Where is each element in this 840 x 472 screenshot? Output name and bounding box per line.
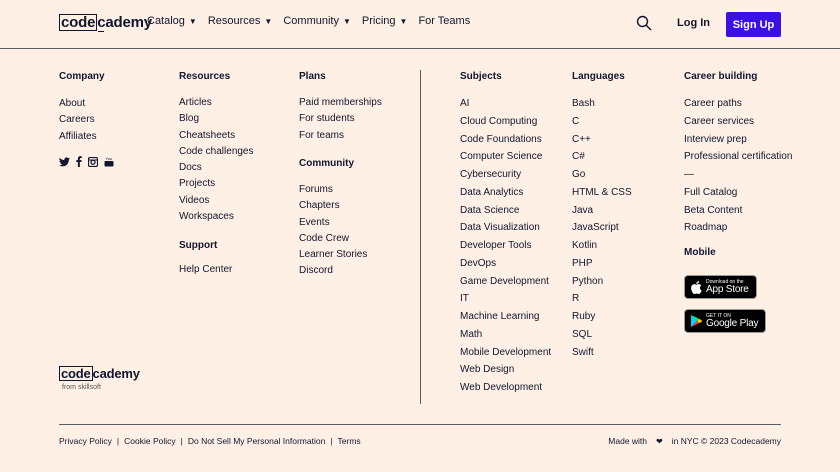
support-heading: Support	[179, 240, 218, 251]
subjects-heading: Subjects	[460, 71, 502, 82]
from-skillsoft: from skillsoft	[62, 384, 101, 391]
nav-for-teams[interactable]	[418, 15, 470, 27]
terms-link[interactable]: Terms	[337, 436, 361, 446]
language-link[interactable]: JavaScript	[572, 222, 619, 234]
resources-heading: Resources	[179, 71, 231, 82]
app-store-badge[interactable]	[684, 275, 757, 299]
footer-link-articles[interactable]: Articles	[179, 97, 212, 108]
language-link[interactable]: Java	[572, 204, 594, 216]
nav-catalog-label: Catalog	[147, 15, 185, 27]
footer-link-videos[interactable]: Videos	[179, 194, 210, 206]
language-link[interactable]: Swift	[572, 346, 594, 358]
nav-for-teams-label: For Teams	[418, 15, 471, 27]
subject-link[interactable]: Cloud Computing	[460, 115, 538, 127]
app-store-big-text: App Store	[706, 283, 749, 295]
company-heading: Company	[59, 71, 105, 82]
footer-subjects	[460, 70, 551, 397]
footer-link-workspaces[interactable]: Workspaces	[179, 211, 234, 223]
heart-icon: ❤	[656, 436, 663, 446]
social-links	[59, 156, 114, 167]
languages-heading: Languages	[572, 71, 625, 82]
subject-link[interactable]: Code Foundations	[460, 133, 542, 145]
subject-link[interactable]: Game Development	[460, 275, 549, 287]
twitter-icon[interactable]	[59, 157, 70, 167]
language-link[interactable]: Go	[572, 169, 586, 180]
footer-link-for-students[interactable]: For students	[299, 113, 355, 125]
language-link[interactable]: Kotlin	[572, 240, 598, 251]
footer-link-docs[interactable]: Docs	[179, 162, 202, 174]
footer-link-chapters[interactable]: Chapters	[299, 200, 340, 212]
signup-button[interactable]: Sign Up	[726, 12, 781, 37]
apple-icon	[691, 281, 702, 294]
footer-link-code-crew[interactable]: Code Crew	[299, 232, 350, 244]
logo-rest-text: cademy	[97, 14, 152, 31]
cookie-policy-link[interactable]: Cookie Policy	[124, 436, 176, 446]
nav-community[interactable]	[283, 15, 351, 27]
footer-codecademy-logo[interactable]	[59, 366, 140, 381]
instagram-icon[interactable]	[88, 157, 98, 167]
chevron-down-icon: ▼	[342, 16, 351, 26]
google-play-small-text: GET IT ON	[706, 312, 731, 319]
language-link[interactable]: SQL	[572, 328, 593, 340]
footer-link-roadmap[interactable]: Roadmap	[684, 222, 728, 234]
footer-plans	[299, 70, 382, 144]
search-icon[interactable]	[636, 15, 652, 31]
legal-links	[59, 436, 361, 446]
footer-link-full-catalog[interactable]: Full Catalog	[684, 186, 738, 198]
chevron-down-icon: ▼	[264, 16, 273, 26]
language-link[interactable]: Python	[572, 275, 604, 287]
language-link[interactable]: C#	[572, 151, 585, 163]
language-link[interactable]: Ruby	[572, 311, 596, 322]
nav-catalog[interactable]	[147, 15, 197, 27]
do-not-sell-link[interactable]: Do Not Sell My Personal Information	[187, 436, 326, 446]
subject-link[interactable]: Machine Learning	[460, 311, 540, 322]
footer-link-code-challenges[interactable]: Code challenges	[179, 145, 254, 157]
subject-link[interactable]: Web Design	[460, 364, 515, 376]
footer-link-professional-certification[interactable]: Professional certification	[684, 151, 793, 163]
legal-separator: |	[330, 436, 333, 446]
community-heading: Community	[299, 158, 354, 169]
footer-divider	[59, 424, 781, 425]
made-with-love	[608, 436, 781, 446]
nav-resources[interactable]	[208, 15, 273, 27]
footer-link-career-services[interactable]: Career services	[684, 115, 755, 127]
subject-link[interactable]: IT	[460, 293, 469, 305]
login-button[interactable]: Log In	[677, 17, 710, 29]
language-link[interactable]: C++	[572, 133, 591, 145]
footer-link-events[interactable]: Events	[299, 216, 330, 228]
chevron-down-icon: ▼	[188, 16, 197, 26]
footer-link-beta-content[interactable]: Beta Content	[684, 204, 743, 216]
footer-company	[59, 70, 105, 145]
footer-link-learner-stories[interactable]: Learner Stories	[299, 249, 368, 261]
logo-box-text: code	[61, 14, 96, 31]
plans-heading: Plans	[299, 71, 326, 82]
nav-community-label: Community	[283, 15, 339, 27]
footer-link-blog[interactable]: Blog	[179, 113, 200, 125]
subject-link[interactable]: Data Science	[460, 204, 520, 216]
footer-link-forums[interactable]: Forums	[299, 184, 333, 195]
footer-link-help-center[interactable]: Help Center	[179, 264, 233, 275]
facebook-icon[interactable]	[76, 156, 82, 167]
footer-link-careers[interactable]: Careers	[59, 114, 95, 126]
nav-pricing-label: Pricing	[361, 15, 396, 27]
footer-resources	[179, 70, 254, 225]
subject-link[interactable]: Mobile Development	[460, 346, 552, 358]
footer-logo-rest-text: cademy	[92, 366, 140, 381]
privacy-policy-link[interactable]: Privacy Policy	[59, 436, 112, 446]
google-play-big-text: Google Play	[706, 317, 759, 329]
subject-link[interactable]: Data Analytics	[460, 186, 524, 198]
nav-pricing[interactable]	[362, 15, 408, 27]
career-separator-dash: —	[684, 169, 694, 180]
footer-link-career-paths[interactable]: Career paths	[684, 98, 742, 109]
subject-link[interactable]: Cybersecurity	[460, 169, 522, 180]
google-play-icon	[691, 315, 702, 327]
youtube-icon[interactable]	[104, 156, 114, 167]
footer-logo-box-text: code	[61, 366, 91, 381]
chevron-down-icon: ▼	[399, 16, 408, 26]
google-play-badge[interactable]	[684, 309, 766, 333]
footer-link-affiliates[interactable]: Affiliates	[59, 130, 97, 142]
footer-link-for-teams[interactable]: For teams	[299, 129, 345, 141]
legal-separator: |	[116, 436, 120, 446]
footer-link-interview-prep[interactable]: Interview prep	[684, 133, 747, 145]
footer-languages	[572, 70, 632, 361]
svg-text:You: You	[105, 156, 113, 161]
footer-link-cheatsheets[interactable]: Cheatsheets	[179, 129, 236, 141]
subject-link[interactable]: Data Visualization	[460, 222, 540, 234]
subject-link[interactable]: Computer Science	[460, 151, 543, 163]
subject-link[interactable]: Math	[460, 328, 483, 340]
legal-separator: |	[180, 436, 183, 446]
community-links	[299, 182, 367, 280]
main-nav	[147, 15, 470, 27]
vertical-divider	[420, 70, 421, 404]
app-store-small-text: Download on the	[706, 278, 744, 285]
copyright-text: in NYC © 2023 Codecademy	[671, 436, 781, 446]
nav-resources-label: Resources	[207, 15, 261, 27]
footer-link-projects[interactable]: Projects	[179, 178, 216, 190]
language-link[interactable]: R	[572, 293, 580, 305]
language-link[interactable]: C	[572, 115, 580, 127]
language-link[interactable]: PHP	[572, 257, 593, 269]
made-with-text: Made with	[608, 436, 648, 446]
career-heading: Career building	[684, 71, 758, 82]
footer-link-about[interactable]: About	[59, 98, 86, 109]
language-link[interactable]: HTML & CSS	[572, 186, 632, 198]
subject-link[interactable]: Developer Tools	[460, 240, 532, 251]
subject-link[interactable]: Web Development	[460, 382, 543, 393]
codecademy-logo[interactable]	[59, 14, 152, 31]
subject-link[interactable]: AI	[460, 98, 470, 109]
site-header	[0, 0, 840, 49]
footer-career-building	[684, 70, 792, 237]
subject-link[interactable]: DevOps	[460, 257, 497, 269]
mobile-heading: Mobile	[684, 247, 716, 258]
footer-link-discord[interactable]: Discord	[299, 265, 333, 277]
language-link[interactable]: Bash	[572, 98, 595, 109]
footer-brand	[59, 366, 140, 391]
footer-link-paid-memberships[interactable]: Paid memberships	[299, 97, 382, 108]
